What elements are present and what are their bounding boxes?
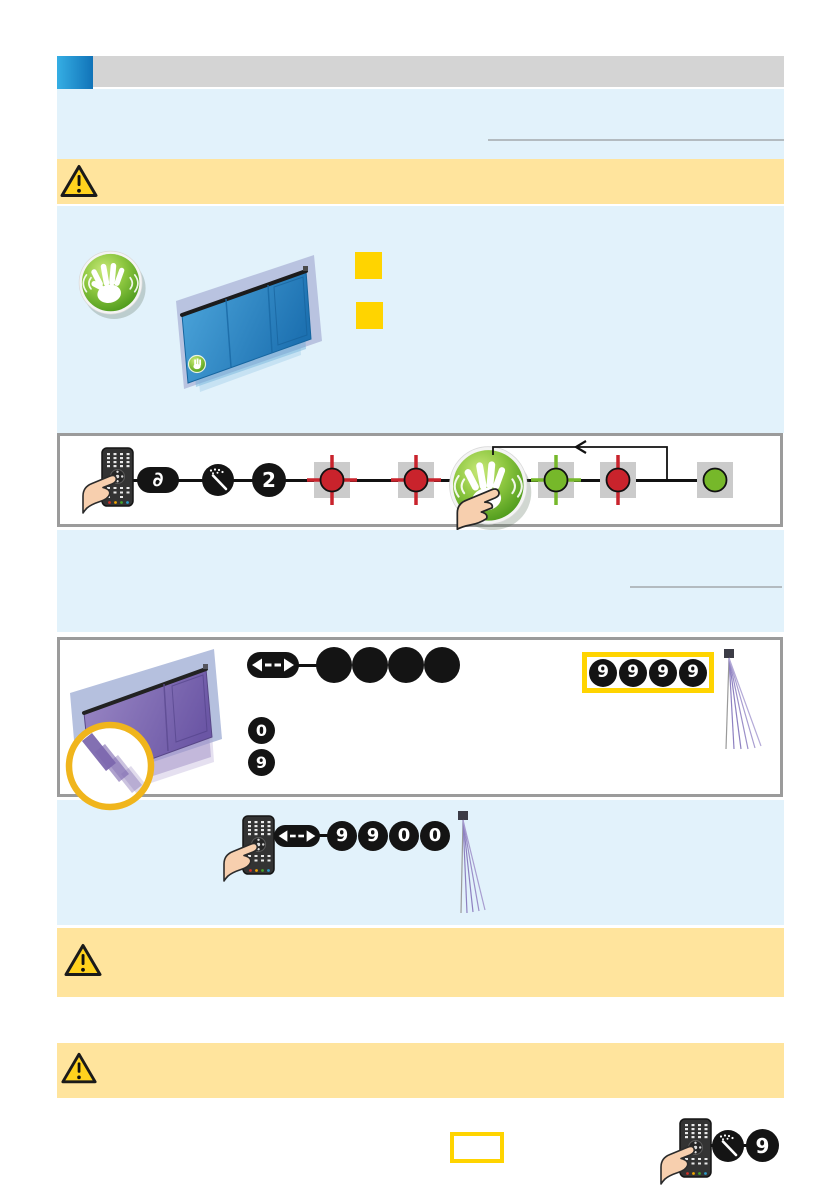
digit-button-9: 9: [248, 749, 275, 776]
led-green-steady-icon: [689, 454, 741, 506]
hand-wave-sensor-icon: [77, 249, 147, 319]
info-section-b: [57, 206, 784, 433]
mini-sensor-logo: [189, 356, 206, 373]
unlock-glyph: ∂: [152, 467, 164, 491]
remote-control-icon: [221, 814, 279, 882]
repeat-loop-arrow: [485, 439, 685, 484]
sequence-diagram-1: [57, 433, 783, 527]
code-digit: 9: [327, 821, 357, 851]
header-title-bar: [93, 56, 784, 87]
step-marker-1: [355, 252, 382, 279]
blue-screen-illustration: [168, 245, 333, 395]
left-right-button-icon: [274, 825, 320, 847]
write-in-rule: [488, 139, 784, 141]
blank-code-box: [450, 1132, 504, 1163]
warning-band-2: [57, 928, 784, 997]
remote-control-icon: [658, 1117, 716, 1185]
digit-button-0: 0: [248, 717, 275, 744]
blank-digit-slot: [352, 647, 388, 683]
code-digit: 9: [589, 659, 617, 687]
write-in-rule-2: [630, 586, 782, 588]
led-red-flashing-icon: [390, 454, 442, 506]
unlock-button-icon: [137, 467, 179, 493]
blank-digit-slot: [388, 647, 424, 683]
led-red-flashing-icon: [306, 454, 358, 506]
step-marker-2: [356, 302, 383, 329]
blank-digit-slot: [424, 647, 460, 683]
info-section-a: [57, 89, 784, 159]
screen-fabric-drop-icon: [456, 811, 501, 916]
factory-code-display: [582, 652, 714, 693]
blank-digit-slot: [316, 647, 352, 683]
warning-triangle-icon: [63, 942, 103, 979]
code-digit: 9: [619, 659, 647, 687]
info-section-d: [57, 800, 784, 925]
warning-band-1: [57, 159, 784, 204]
warning-band-3: [57, 1043, 784, 1098]
screen-fabric-drop-icon: [722, 649, 767, 754]
header-accent-square: [57, 56, 93, 90]
left-right-button-icon: [247, 652, 299, 678]
digit-button-2: 2: [252, 463, 286, 497]
warning-triangle-icon: [60, 1051, 98, 1086]
code-digit: 0: [389, 821, 419, 851]
light-beam-button-icon: [201, 463, 235, 497]
code-entry-box: [57, 637, 783, 797]
light-beam-button-icon: [711, 1129, 745, 1163]
digit-button-9: 9: [746, 1129, 779, 1162]
info-section-c: [57, 530, 784, 632]
code-digit: 9: [358, 821, 388, 851]
purple-screen-illustration: [64, 641, 230, 799]
code-digit: 0: [420, 821, 450, 851]
warning-triangle-icon: [59, 163, 99, 200]
code-digit: 9: [649, 659, 677, 687]
remote-control-icon: [80, 446, 138, 514]
code-digit: 9: [679, 659, 707, 687]
